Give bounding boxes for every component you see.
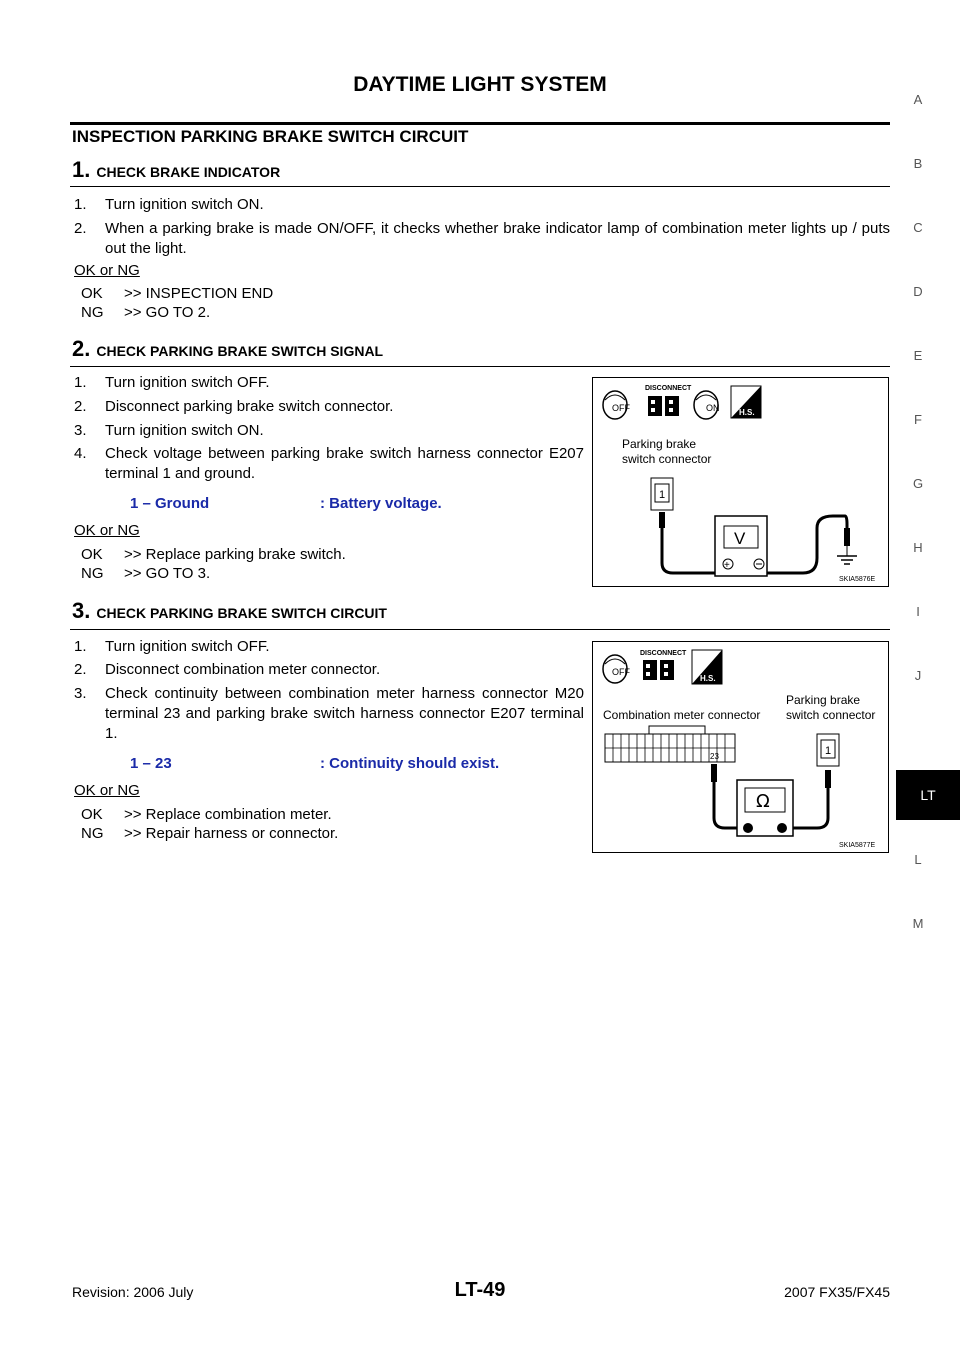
step-3-heading xyxy=(72,598,387,624)
figure-continuity-check xyxy=(592,641,889,853)
side-index-item[interactable]: F xyxy=(914,412,922,427)
connector-label: switch connector xyxy=(622,452,712,466)
wire xyxy=(662,528,717,573)
connector-label: Parking brake xyxy=(786,693,861,707)
continuity-check-diagram xyxy=(593,642,888,852)
step-2-rule xyxy=(70,366,890,367)
side-index-item[interactable]: L xyxy=(914,852,922,867)
side-index-item[interactable]: D xyxy=(913,284,923,299)
connector-label: switch connector xyxy=(786,708,876,722)
step-2-number: 2. xyxy=(72,336,91,361)
step-2-item: 2. Disconnect parking brake switch connector. xyxy=(74,398,394,415)
harness-side-icon xyxy=(731,386,761,418)
figure-code: SKIA5877E xyxy=(839,842,876,849)
harness-side-icon xyxy=(692,650,722,684)
terminal-number: 1 xyxy=(825,745,832,757)
step-1-heading xyxy=(72,157,280,183)
step-1-rule xyxy=(70,186,890,187)
result-ng: NG >> GO TO 2. xyxy=(81,304,211,321)
probe xyxy=(711,764,717,782)
side-index-item-active[interactable]: LT xyxy=(896,770,960,820)
figure-voltage-check xyxy=(592,377,889,587)
svg-text:OFF: OFF xyxy=(612,667,630,677)
ok-or-ng-label: OK or NG xyxy=(74,262,140,279)
result-ok: OK >> Replace parking brake switch. xyxy=(81,546,346,563)
ground-probe xyxy=(844,528,850,546)
result-ok: OK >> Replace combination meter. xyxy=(81,806,332,823)
section-title: INSPECTION PARKING BRAKE SWITCH CIRCUIT xyxy=(72,127,469,146)
result-ok: OK >> INSPECTION END xyxy=(81,285,274,302)
probe xyxy=(659,512,665,528)
step-1-title: CHECK BRAKE INDICATOR xyxy=(96,164,281,180)
step-2-item: 3. Turn ignition switch ON. xyxy=(74,422,264,439)
svg-text:DISCONNECT: DISCONNECT xyxy=(645,385,692,392)
step-1-number: 1. xyxy=(72,157,91,182)
parking-brake-connector xyxy=(817,734,839,766)
step-3-number: 3. xyxy=(72,598,91,623)
wire xyxy=(714,782,739,828)
ignition-on-icon xyxy=(694,391,720,419)
side-index-item[interactable]: C xyxy=(913,220,923,235)
step-3-item: 2. Disconnect combination meter connector. xyxy=(74,661,381,678)
side-index-item[interactable]: E xyxy=(913,348,923,363)
result-ng: NG >> Repair harness or connector. xyxy=(81,825,339,842)
result-ng: NG >> GO TO 3. xyxy=(81,565,211,582)
step-3-item: 1. Turn ignition switch OFF. xyxy=(74,638,270,655)
page-number: LT-49 xyxy=(454,1279,506,1301)
footer-model: 2007 FX35/FX45 xyxy=(784,1284,890,1300)
meter-connector-label: Combination meter connector xyxy=(603,708,761,722)
disconnect-icon xyxy=(645,385,692,416)
side-index-item[interactable]: H xyxy=(913,540,923,555)
step-1-item: 1. Turn ignition switch ON. xyxy=(74,196,264,213)
header-rule xyxy=(70,122,890,125)
probe xyxy=(825,770,831,788)
svg-text:ON: ON xyxy=(706,403,720,413)
voltage-check-diagram xyxy=(593,378,888,586)
spec-right: : Battery voltage. xyxy=(320,495,442,512)
meter-symbol: V xyxy=(734,529,746,548)
step-3-item: 3. Check continuity between combination meter harness connector M20 terminal 23 and parking brake switch harness connector E207 terminal 1. xyxy=(74,685,584,742)
spec-right: : Continuity should exist. xyxy=(320,755,500,772)
page-title: DAYTIME LIGHT SYSTEM xyxy=(353,73,607,96)
spec-left: 1 – Ground xyxy=(130,495,210,512)
ok-or-ng-label: OK or NG xyxy=(74,522,140,539)
combination-meter-connector xyxy=(605,726,735,762)
side-index-item[interactable]: B xyxy=(913,156,923,171)
step-3-rule xyxy=(70,629,890,630)
side-index-item[interactable]: A xyxy=(913,92,923,107)
spec-left: 1 – 23 xyxy=(130,755,172,772)
meter-symbol: Ω xyxy=(756,791,770,812)
step-2-title: CHECK PARKING BRAKE SWITCH SIGNAL xyxy=(96,343,384,359)
figure-code: SKIA5876E xyxy=(839,576,876,583)
step-2-item: 1. Turn ignition switch OFF. xyxy=(74,374,270,391)
svg-text:DISCONNECT: DISCONNECT xyxy=(640,650,687,657)
terminal-number: 23 xyxy=(710,752,719,761)
side-index-item[interactable]: G xyxy=(912,476,924,491)
step-3-title: CHECK PARKING BRAKE SWITCH CIRCUIT xyxy=(96,605,387,621)
footer-revision: Revision: 2006 July xyxy=(72,1284,194,1300)
step-1-item: 2. When a parking brake is made ON/OFF, it checks whether brake indicator lamp of combination meter lights up / puts out the light. xyxy=(74,220,890,257)
side-index-item[interactable]: M xyxy=(912,916,924,931)
svg-text:H.S.: H.S. xyxy=(739,408,755,417)
terminal-number: 1 xyxy=(659,489,666,501)
side-index-item[interactable]: I xyxy=(916,604,920,619)
ok-or-ng-label: OK or NG xyxy=(74,782,140,799)
step-2-item: 4. Check voltage between parking brake switch harness connector E207 terminal 1 and ground. xyxy=(74,445,584,482)
side-index-item[interactable]: J xyxy=(914,668,922,683)
wire xyxy=(791,788,828,828)
wire xyxy=(761,516,847,573)
ignition-off-icon xyxy=(603,391,630,419)
svg-text:OFF: OFF xyxy=(612,403,630,413)
ignition-off-icon xyxy=(603,655,630,683)
connector-label: Parking brake xyxy=(622,437,697,451)
svg-text:+: + xyxy=(724,560,730,571)
svg-text:H.S.: H.S. xyxy=(700,674,716,683)
step-2-heading xyxy=(72,336,383,362)
disconnect-icon xyxy=(640,650,687,680)
